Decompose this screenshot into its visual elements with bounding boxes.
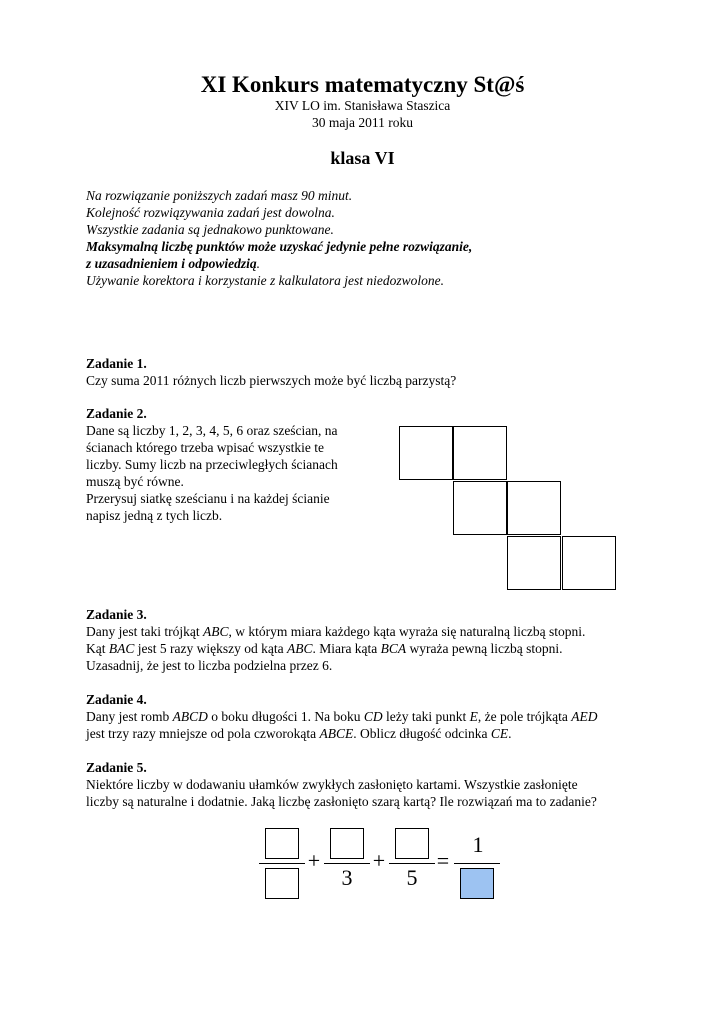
task-2-line-2: ścianach którego trzeba wpisać wszystkie te	[86, 440, 325, 455]
task-3-heading: Zadanie 3.	[86, 607, 147, 622]
text-run: Kąt	[86, 641, 109, 656]
net-face	[453, 426, 507, 480]
angle-label: BAC	[108, 641, 135, 656]
triangle-label: ABC	[202, 624, 229, 639]
task-2-line-5: Przerysuj siatkę sześcianu i na każdej ścianie	[86, 491, 330, 506]
task-5-heading: Zadanie 5.	[86, 760, 147, 775]
task-2-line-4: muszą być równe.	[86, 474, 184, 489]
text-run: Dany jest taki trójkąt	[86, 624, 203, 639]
task-4	[86, 691, 686, 742]
angle-label: ABC	[286, 641, 313, 656]
task-3-line-1	[86, 623, 686, 640]
instruction-no-calculator: Używanie korektora i korzystanie z kalkulatora jest niedozwolone.	[86, 273, 444, 288]
task-2-line-1: Dane są liczby 1, 2, 3, 4, 5, 6 oraz sześcian, na	[86, 423, 338, 438]
denominator-value: 5	[406, 865, 418, 890]
contest-date: 30 maja 2011 roku	[311, 115, 414, 130]
task-5-line-1: Niektóre liczby w dodawaniu ułamków zwykłych zasłonięto kartami. Wszystkie zasłonięte	[86, 777, 578, 792]
text-run: jest 5 razy większy od kąta	[134, 641, 287, 656]
instructions	[86, 187, 686, 289]
text-run: jest trzy razy mniejsze od pola czworokąta	[86, 726, 320, 741]
task-4-line-2	[86, 725, 686, 742]
task-3-line-2	[86, 640, 686, 657]
side-label: CD	[363, 709, 383, 724]
task-3	[86, 606, 686, 674]
net-face	[562, 536, 616, 590]
text-run: leży taki punkt	[382, 709, 470, 724]
fraction-bar	[259, 863, 305, 864]
task-1-text: Czy suma 2011 różnych liczb pierwszych może być liczbą parzystą?	[86, 373, 457, 388]
fraction-bar	[324, 863, 370, 864]
denominator-value: 3	[341, 865, 353, 890]
text-run: , że pole trójkąta	[477, 709, 572, 724]
instruction-points: Wszystkie zadania są jednakowo punktowane.	[86, 222, 334, 237]
hidden-numerator-card	[265, 828, 299, 859]
text-run: wyraża pewną liczbą stopni.	[406, 641, 563, 656]
hidden-denominator-card	[265, 868, 299, 899]
instruction-justification-line	[86, 255, 686, 272]
school-name: XIV LO im. Stanisława Staszica	[274, 98, 451, 113]
instruction-justification: z uzasadnieniem i odpowiedzią	[86, 256, 257, 271]
text-run: , w którym miara każdego kąta wyraża się naturalną liczbą stopni.	[228, 624, 586, 639]
task-2-line-6: napisz jedną z tych liczb.	[86, 508, 223, 523]
task-2	[86, 405, 376, 524]
angle-label: BCA	[380, 641, 407, 656]
segment-label: CE	[490, 726, 509, 741]
instruction-full-solution: Maksymalną liczbę punktów może uzyskać jedynie pełne rozwiązanie,	[86, 239, 473, 254]
contest-title: XI Konkurs matematyczny St@ś	[200, 72, 525, 97]
rhombus-label: ABCD	[172, 709, 208, 724]
text-run: . Oblicz długość odcinka	[353, 726, 491, 741]
task-4-line-1	[86, 708, 686, 725]
fraction-bar	[389, 863, 435, 864]
instruction-period: .	[256, 256, 261, 271]
task-5-line-2: liczby są naturalne i dodatnie. Jaką liczbę zasłonięto szarą kartą? Ile rozwiązań ma to zadanie?	[86, 794, 597, 809]
text-run: o boku długości 1. Na boku	[207, 709, 364, 724]
plus-sign: +	[372, 848, 386, 873]
task-3-line-3: Uzasadnij, że jest to liczba podzielna przez 6.	[86, 658, 333, 673]
net-face	[507, 536, 561, 590]
task-2-line-3: liczby. Sumy liczb na przeciwległych ścianach	[86, 457, 338, 472]
cube-net	[399, 426, 620, 591]
plus-sign: +	[307, 848, 321, 873]
text-run: Dany jest romb	[86, 709, 173, 724]
gray-card	[460, 868, 494, 899]
text-run: .	[508, 726, 512, 741]
triangle-label: AED	[571, 709, 598, 724]
text-run: . Miara kąta	[312, 641, 381, 656]
fraction-bar	[454, 863, 500, 864]
class-title: klasa VI	[330, 148, 395, 168]
net-face	[453, 481, 507, 535]
hidden-numerator-card	[395, 828, 429, 859]
point-label: E	[469, 709, 478, 724]
net-face	[399, 426, 453, 480]
task-2-heading: Zadanie 2.	[86, 406, 147, 421]
quadrilateral-label: ABCE	[319, 726, 354, 741]
task-1-heading: Zadanie 1.	[86, 356, 147, 371]
fraction-equation	[255, 820, 515, 910]
hidden-numerator-card	[330, 828, 364, 859]
task-4-heading: Zadanie 4.	[86, 692, 147, 707]
numerator-value: 1	[472, 832, 484, 857]
net-face	[507, 481, 561, 535]
task-5	[86, 759, 686, 810]
instruction-time: Na rozwiązanie poniższych zadań masz 90 minut.	[86, 188, 353, 203]
equals-sign: =	[436, 848, 450, 873]
instruction-order: Kolejność rozwiązywania zadań jest dowolna.	[86, 205, 335, 220]
task-1	[86, 355, 686, 389]
